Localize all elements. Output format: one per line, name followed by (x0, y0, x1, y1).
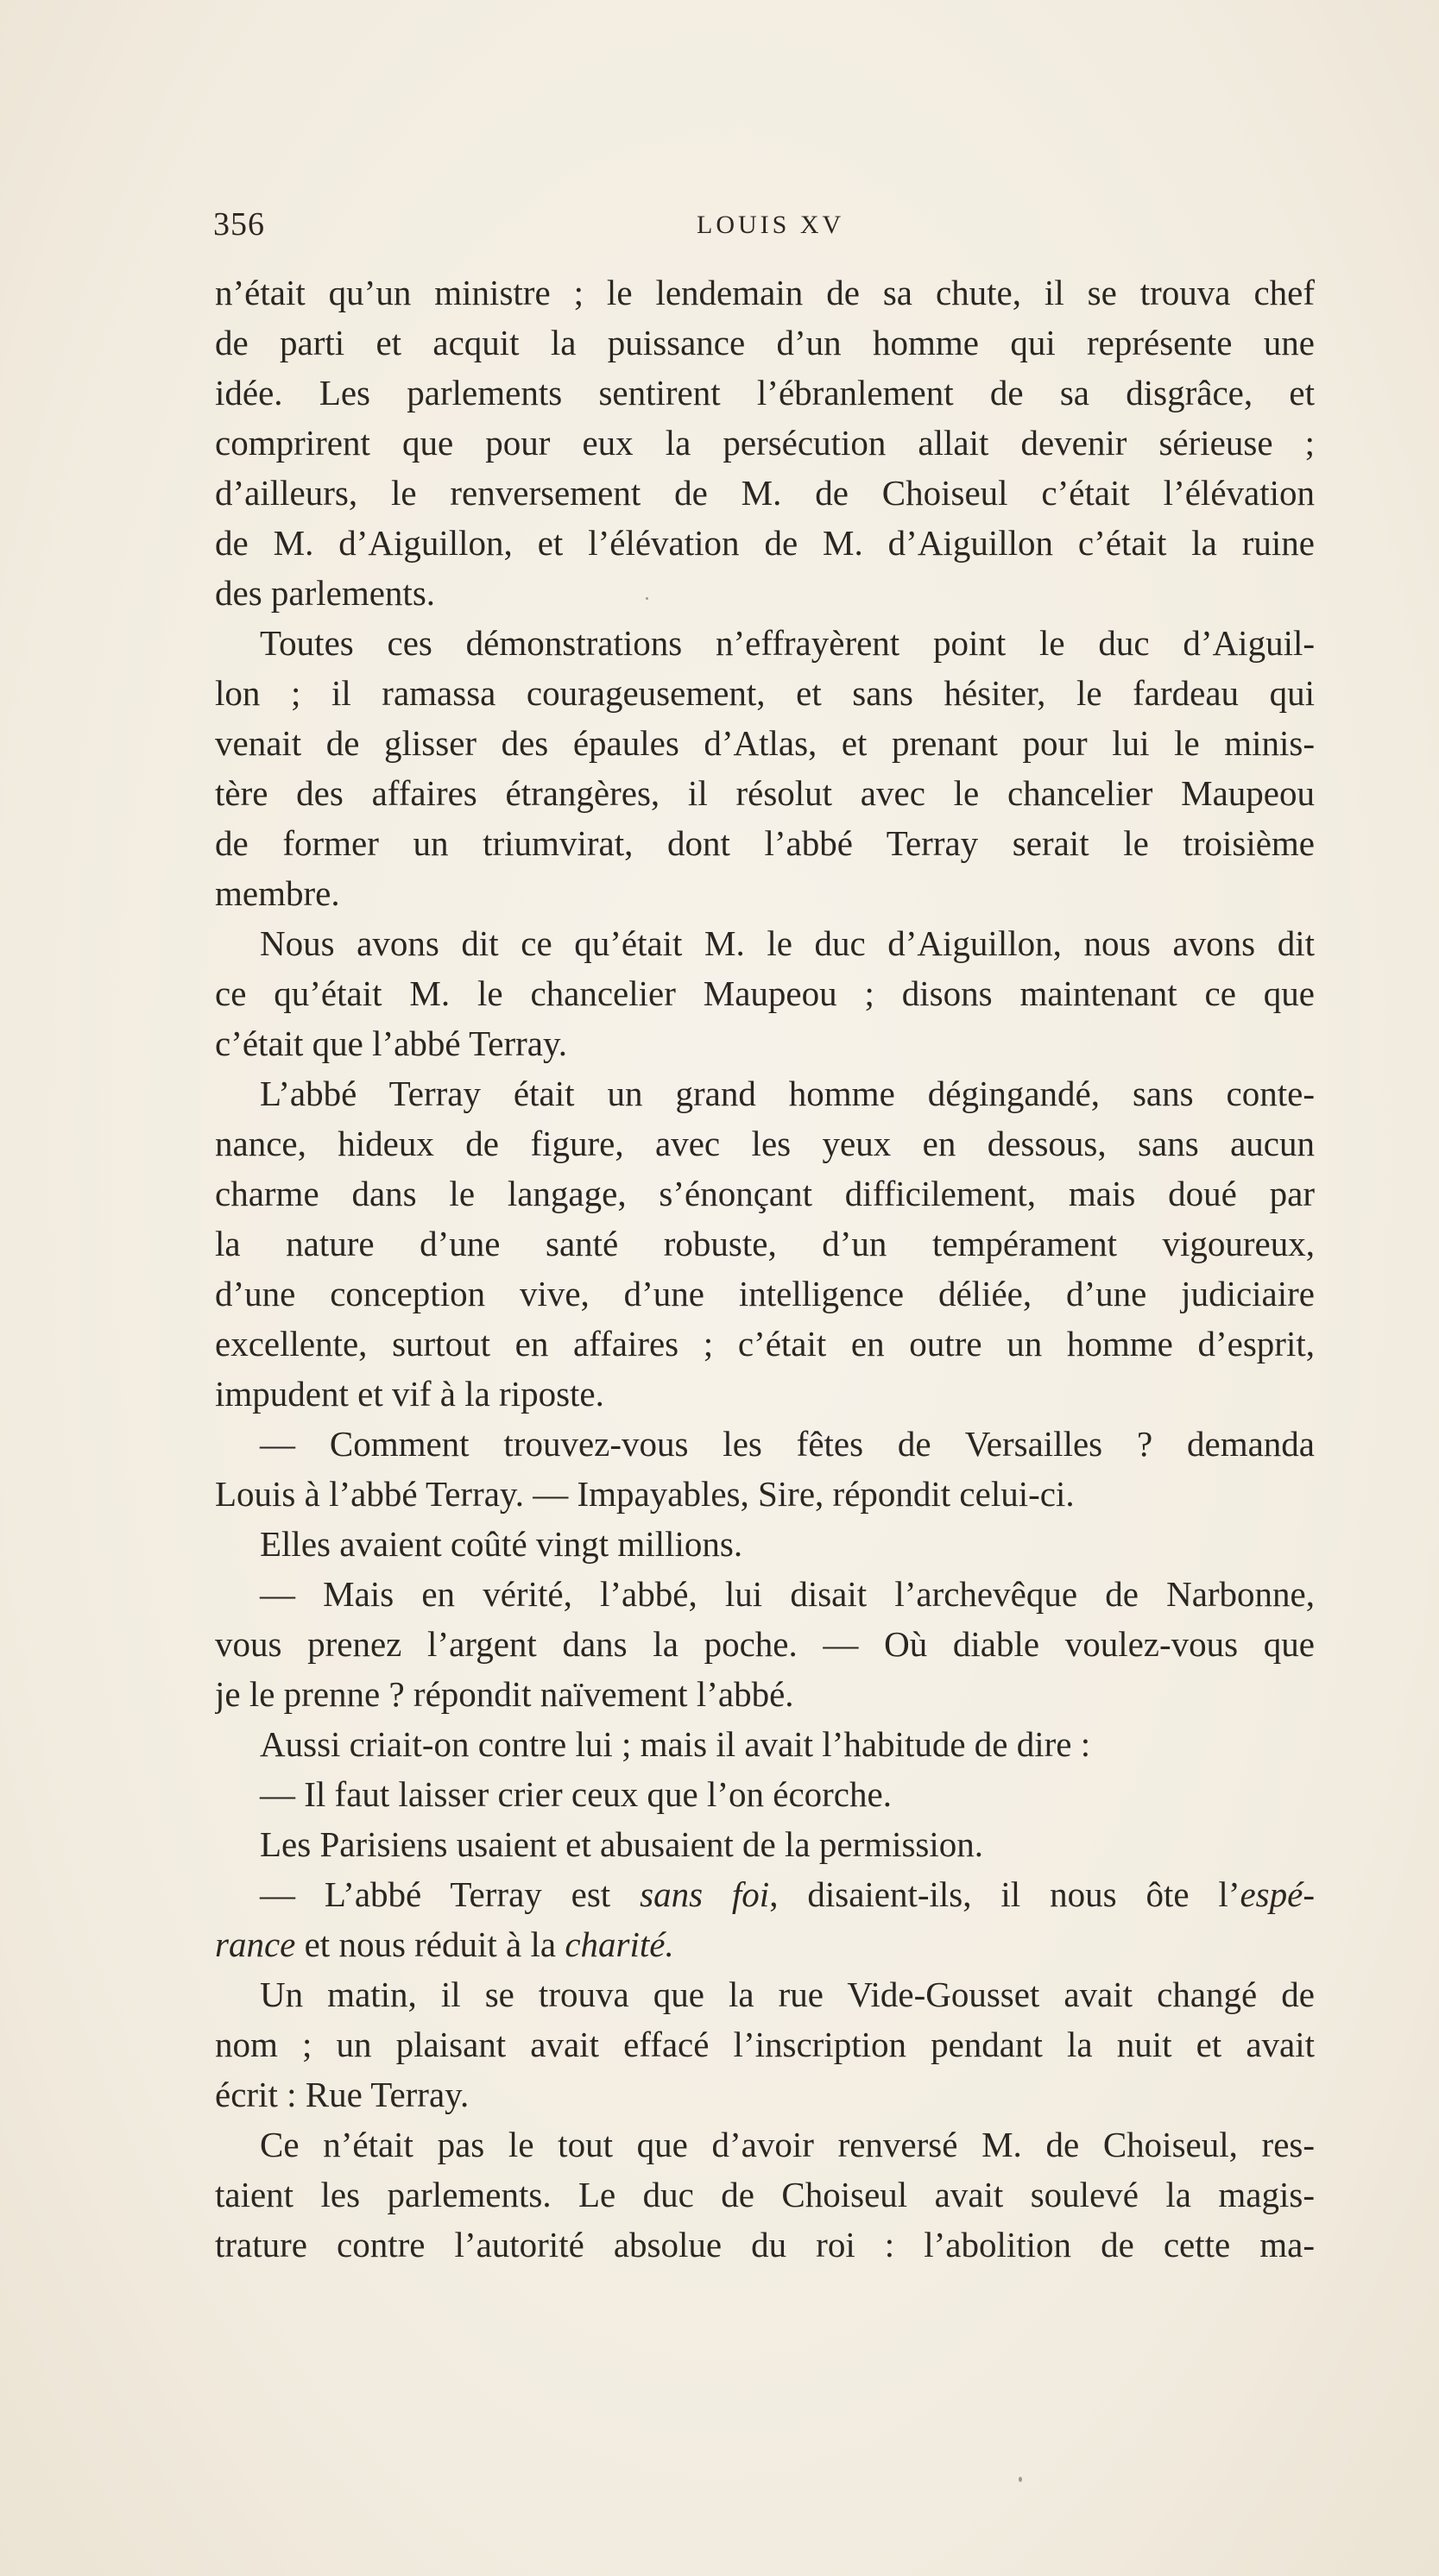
text-line: la nature d’une santé robuste, d’un tempérament vigoureux, (215, 1224, 1315, 1263)
text-line: d’une conception vive, d’une intelligence déliée, d’une judiciaire (215, 1274, 1315, 1313)
paragraph (215, 618, 1315, 918)
paragraph (215, 2119, 1315, 2270)
paragraph (215, 1719, 1315, 1769)
text-line: trature contre l’autorité absolue du roi : l’abolition de cette ma- (215, 2225, 1315, 2264)
text-segment: et nous réduit à la (295, 1924, 565, 1964)
italic-text: espé- (1240, 1874, 1315, 1914)
text-line: Ce n’était pas le tout que d’avoir renversé M. de Choiseul, res- (260, 2125, 1315, 2164)
paragraph (215, 1419, 1315, 1519)
text-line: lon ; il ramassa courageusement, et sans hésiter, le fardeau qui (215, 673, 1315, 713)
text-line: de former un triumvirat, dont l’abbé Terray serait le troisième (215, 823, 1315, 863)
page-header (213, 205, 1318, 249)
text-line: idée. Les parlements sentirent l’ébranlement de sa disgrâce, et (215, 373, 1315, 413)
text-line: — Il faut laisser crier ceux que l’on écorche. (260, 1774, 892, 1814)
text-line: n’était qu’un ministre ; le lendemain de sa chute, il se trouva chef (215, 273, 1315, 312)
text-line: ce qu’était M. le chancelier Maupeou ; disons maintenant ce que (215, 973, 1315, 1013)
text-line: de parti et acquit la puissance d’un homme qui représente une (215, 323, 1315, 362)
page-number: 356 (213, 206, 265, 242)
text-line: Les Parisiens usaient et abusaient de la permission. (260, 1824, 984, 1864)
text-line: vous prenez l’argent dans la poche. — Où diable voulez-vous que (215, 1624, 1315, 1664)
text-line: — Comment trouvez-vous les fêtes de Versailles ? demanda (260, 1424, 1315, 1464)
paper-speck (646, 597, 648, 600)
paragraph (215, 268, 1315, 618)
italic-text: rance (215, 1924, 296, 1964)
text-line: comprirent que pour eux la persécution allait devenir sérieuse ; (215, 423, 1315, 463)
italic-text: sans foi (640, 1874, 770, 1914)
body-text (215, 268, 1315, 2270)
text-line: Elles avaient coûté vingt millions. (260, 1524, 743, 1564)
text-line: c’était que l’abbé Terray. (215, 1023, 568, 1063)
text-segment: — L’abbé Terray est (260, 1874, 641, 1914)
text-line: de M. d’Aiguillon, et l’élévation de M. d’Aiguillon c’était la ruine (215, 523, 1315, 563)
paragraph (215, 1969, 1315, 2119)
paragraph (215, 1068, 1315, 1419)
text-line: taient les parlements. Le duc de Choiseul avait soulevé la magis- (215, 2175, 1315, 2214)
text-line: membre. (215, 873, 340, 913)
text-line: Un matin, il se trouva que la rue Vide-Gousset avait changé de (260, 1975, 1315, 2014)
running-head: LOUIS XV (697, 211, 845, 239)
text-line: Toutes ces démonstrations n’effrayèrent point le duc d’Aiguil- (260, 623, 1315, 663)
paragraph (215, 1769, 1315, 1819)
text-line: — Mais en vérité, l’abbé, lui disait l’archevêque de Narbonne, (260, 1574, 1315, 1614)
text-line: d’ailleurs, le renversement de M. de Choiseul c’était l’élévation (215, 473, 1315, 513)
text-line: charme dans le langage, s’énonçant difficilement, mais doué par (215, 1174, 1315, 1213)
text-line: nance, hideux de figure, avec les yeux en dessous, sans aucun (215, 1124, 1315, 1163)
paragraph (215, 1569, 1315, 1719)
paragraph (215, 1819, 1315, 1869)
text-line: Aussi criait-on contre lui ; mais il avait l’habitude de dire : (260, 1724, 1091, 1764)
text-line: nom ; un plaisant avait effacé l’inscription pendant la nuit et avait (215, 2025, 1315, 2064)
text-line (215, 1869, 1315, 1919)
paragraph (215, 1869, 1315, 1969)
paper-speck (1019, 2477, 1022, 2482)
italic-text: charité. (565, 1924, 674, 1964)
text-line: Louis à l’abbé Terray. — Impayables, Sire, répondit celui-ci. (215, 1474, 1075, 1514)
text-line: je le prenne ? répondit naïvement l’abbé. (215, 1674, 794, 1714)
text-line: venait de glisser des épaules d’Atlas, et prenant pour lui le minis- (215, 723, 1315, 763)
paragraph (215, 1519, 1315, 1569)
text-line (215, 1919, 1315, 1969)
text-line: impudent et vif à la riposte. (215, 1374, 604, 1414)
paragraph (215, 918, 1315, 1068)
text-line: Nous avons dit ce qu’était M. le duc d’Aiguillon, nous avons dit (260, 923, 1315, 963)
text-line: tère des affaires étrangères, il résolut avec le chancelier Maupeou (215, 773, 1315, 813)
text-segment: , disaient-ils, il nous ôte l’ (769, 1874, 1240, 1914)
text-line: écrit : Rue Terray. (215, 2075, 470, 2114)
text-line: L’abbé Terray était un grand homme dégingandé, sans conte- (260, 1074, 1315, 1113)
text-line: des parlements. (215, 573, 436, 613)
text-line: excellente, surtout en affaires ; c’était en outre un homme d’esprit, (215, 1324, 1315, 1364)
